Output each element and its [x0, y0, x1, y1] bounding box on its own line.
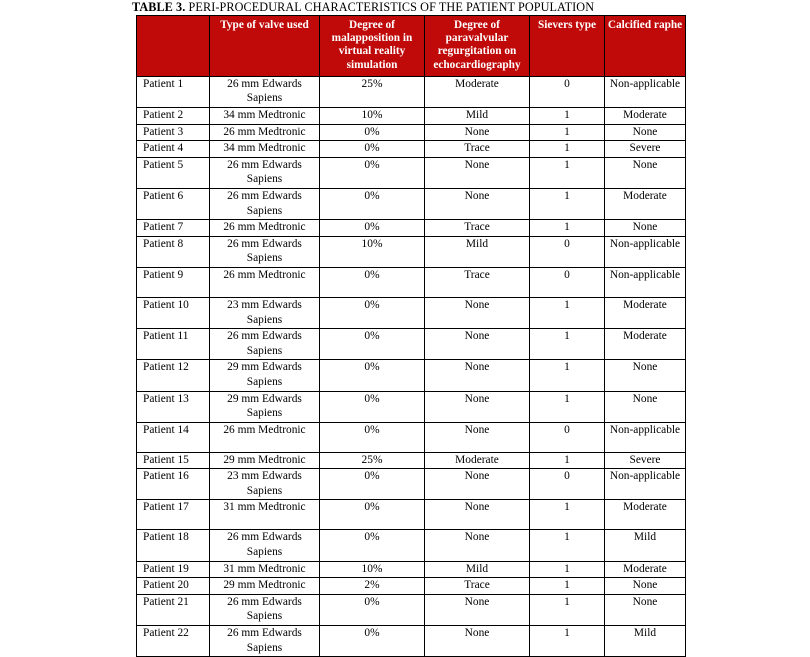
cell-malapposition: 2%: [320, 578, 425, 595]
cell-sievers-type: 1: [530, 329, 605, 360]
column-header-sievers-type: Sievers type: [530, 16, 605, 77]
cell-regurgitation: Trace: [425, 141, 530, 158]
cell-calcified-raphe: Severe: [605, 452, 686, 469]
cell-sievers-type: 1: [530, 108, 605, 125]
cell-patient: Patient 17: [137, 500, 210, 530]
cell-valve-type: 34 mm Medtronic: [210, 141, 320, 158]
cell-regurgitation: None: [425, 500, 530, 530]
cell-valve-type: 29 mm Medtronic: [210, 452, 320, 469]
cell-sievers-type: 1: [530, 500, 605, 530]
cell-patient: Patient 9: [137, 267, 210, 297]
cell-valve-type: 26 mm Edwards Sapiens: [210, 594, 320, 625]
cell-patient: Patient 7: [137, 220, 210, 237]
cell-regurgitation: None: [425, 297, 530, 328]
cell-regurgitation: Trace: [425, 578, 530, 595]
cell-malapposition: 10%: [320, 108, 425, 125]
cell-sievers-type: 1: [530, 578, 605, 595]
cell-calcified-raphe: Mild: [605, 530, 686, 561]
cell-patient: Patient 15: [137, 452, 210, 469]
cell-regurgitation: None: [425, 157, 530, 188]
cell-regurgitation: Moderate: [425, 452, 530, 469]
cell-calcified-raphe: None: [605, 220, 686, 237]
cell-patient: Patient 12: [137, 360, 210, 391]
table-row: [137, 469, 686, 500]
cell-calcified-raphe: Non-applicable: [605, 469, 686, 500]
cell-patient: Patient 21: [137, 594, 210, 625]
cell-regurgitation: None: [425, 188, 530, 219]
cell-regurgitation: Mild: [425, 108, 530, 125]
table-row: [137, 188, 686, 219]
cell-malapposition: 0%: [320, 141, 425, 158]
cell-malapposition: 0%: [320, 157, 425, 188]
table-row: [137, 561, 686, 578]
cell-valve-type: 23 mm Edwards Sapiens: [210, 297, 320, 328]
cell-regurgitation: None: [425, 124, 530, 141]
cell-calcified-raphe: Non-applicable: [605, 236, 686, 267]
cell-patient: Patient 22: [137, 626, 210, 657]
cell-malapposition: 10%: [320, 236, 425, 267]
table-row: [137, 500, 686, 530]
cell-valve-type: 26 mm Edwards Sapiens: [210, 329, 320, 360]
cell-valve-type: 29 mm Medtronic: [210, 578, 320, 595]
table-row: [137, 626, 686, 657]
cell-valve-type: 23 mm Edwards Sapiens: [210, 469, 320, 500]
cell-sievers-type: 1: [530, 530, 605, 561]
cell-patient: Patient 3: [137, 124, 210, 141]
peri-procedural-characteristics-table: [136, 15, 686, 657]
cell-sievers-type: 1: [530, 561, 605, 578]
cell-patient: Patient 1: [137, 76, 210, 107]
cell-malapposition: 0%: [320, 220, 425, 237]
column-header-regurgitation: Degree of paravalvular regurgitation on echocardiography: [425, 16, 530, 77]
cell-valve-type: 29 mm Edwards Sapiens: [210, 360, 320, 391]
cell-sievers-type: 1: [530, 626, 605, 657]
table-header-row: [137, 16, 686, 77]
cell-sievers-type: 1: [530, 360, 605, 391]
table-row: [137, 594, 686, 625]
cell-calcified-raphe: Moderate: [605, 561, 686, 578]
cell-calcified-raphe: Moderate: [605, 188, 686, 219]
table-row: [137, 329, 686, 360]
cell-malapposition: 0%: [320, 329, 425, 360]
table-row: [137, 297, 686, 328]
cell-calcified-raphe: Moderate: [605, 108, 686, 125]
table-caption-text: PERI-PROCEDURAL CHARACTERISTICS OF THE PATIENT POPULATION: [185, 0, 595, 14]
cell-patient: Patient 6: [137, 188, 210, 219]
cell-patient: Patient 5: [137, 157, 210, 188]
cell-malapposition: 0%: [320, 422, 425, 452]
table-row: [137, 124, 686, 141]
cell-valve-type: 31 mm Medtronic: [210, 500, 320, 530]
cell-valve-type: 31 mm Medtronic: [210, 561, 320, 578]
table-row: [137, 141, 686, 158]
cell-valve-type: 26 mm Edwards Sapiens: [210, 188, 320, 219]
cell-calcified-raphe: Moderate: [605, 329, 686, 360]
table-row: [137, 360, 686, 391]
cell-calcified-raphe: Moderate: [605, 297, 686, 328]
cell-regurgitation: Trace: [425, 220, 530, 237]
cell-sievers-type: 1: [530, 157, 605, 188]
cell-calcified-raphe: None: [605, 157, 686, 188]
table-row: [137, 452, 686, 469]
cell-sievers-type: 1: [530, 452, 605, 469]
cell-patient: Patient 8: [137, 236, 210, 267]
cell-valve-type: 26 mm Medtronic: [210, 124, 320, 141]
cell-sievers-type: 1: [530, 141, 605, 158]
table-row: [137, 422, 686, 452]
column-header-calcified-raphe: Calcified raphe: [605, 16, 686, 77]
table-row: [137, 157, 686, 188]
cell-malapposition: 0%: [320, 124, 425, 141]
cell-valve-type: 26 mm Edwards Sapiens: [210, 530, 320, 561]
cell-sievers-type: 0: [530, 76, 605, 107]
table-row: [137, 267, 686, 297]
cell-patient: Patient 4: [137, 141, 210, 158]
cell-patient: Patient 19: [137, 561, 210, 578]
cell-sievers-type: 0: [530, 469, 605, 500]
table-header: [137, 16, 686, 77]
column-header-patient: [137, 16, 210, 77]
cell-regurgitation: None: [425, 594, 530, 625]
cell-valve-type: 26 mm Medtronic: [210, 267, 320, 297]
cell-valve-type: 26 mm Edwards Sapiens: [210, 76, 320, 107]
cell-calcified-raphe: None: [605, 578, 686, 595]
cell-patient: Patient 20: [137, 578, 210, 595]
cell-sievers-type: 1: [530, 220, 605, 237]
cell-malapposition: 10%: [320, 561, 425, 578]
cell-calcified-raphe: None: [605, 391, 686, 422]
cell-sievers-type: 0: [530, 236, 605, 267]
cell-regurgitation: None: [425, 329, 530, 360]
cell-sievers-type: 1: [530, 594, 605, 625]
cell-malapposition: 0%: [320, 469, 425, 500]
cell-regurgitation: Moderate: [425, 76, 530, 107]
cell-malapposition: 0%: [320, 267, 425, 297]
table-row: [137, 236, 686, 267]
table-row: [137, 108, 686, 125]
cell-malapposition: 0%: [320, 500, 425, 530]
cell-sievers-type: 1: [530, 188, 605, 219]
cell-malapposition: 0%: [320, 530, 425, 561]
cell-calcified-raphe: None: [605, 360, 686, 391]
cell-calcified-raphe: Non-applicable: [605, 422, 686, 452]
cell-calcified-raphe: Non-applicable: [605, 76, 686, 107]
cell-valve-type: 26 mm Edwards Sapiens: [210, 157, 320, 188]
cell-regurgitation: Mild: [425, 561, 530, 578]
cell-sievers-type: 1: [530, 124, 605, 141]
cell-valve-type: 26 mm Medtronic: [210, 422, 320, 452]
cell-malapposition: 0%: [320, 594, 425, 625]
cell-regurgitation: None: [425, 530, 530, 561]
cell-malapposition: 25%: [320, 452, 425, 469]
cell-calcified-raphe: Severe: [605, 141, 686, 158]
cell-calcified-raphe: Non-applicable: [605, 267, 686, 297]
cell-regurgitation: Mild: [425, 236, 530, 267]
cell-malapposition: 0%: [320, 188, 425, 219]
cell-patient: Patient 13: [137, 391, 210, 422]
cell-valve-type: 26 mm Edwards Sapiens: [210, 626, 320, 657]
cell-sievers-type: 0: [530, 267, 605, 297]
cell-patient: Patient 10: [137, 297, 210, 328]
cell-sievers-type: 1: [530, 297, 605, 328]
cell-malapposition: 0%: [320, 297, 425, 328]
cell-malapposition: 0%: [320, 626, 425, 657]
cell-valve-type: 29 mm Edwards Sapiens: [210, 391, 320, 422]
cell-valve-type: 26 mm Medtronic: [210, 220, 320, 237]
cell-regurgitation: None: [425, 626, 530, 657]
cell-regurgitation: Trace: [425, 267, 530, 297]
cell-calcified-raphe: Moderate: [605, 500, 686, 530]
cell-malapposition: 0%: [320, 360, 425, 391]
table-caption: [132, 0, 692, 14]
cell-calcified-raphe: None: [605, 594, 686, 625]
cell-patient: Patient 11: [137, 329, 210, 360]
cell-regurgitation: None: [425, 360, 530, 391]
cell-sievers-type: 1: [530, 391, 605, 422]
cell-patient: Patient 16: [137, 469, 210, 500]
table-row: [137, 391, 686, 422]
cell-patient: Patient 2: [137, 108, 210, 125]
column-header-valve-type: Type of valve used: [210, 16, 320, 77]
table-caption-number: TABLE 3.: [132, 0, 186, 14]
cell-malapposition: 0%: [320, 391, 425, 422]
cell-patient: Patient 14: [137, 422, 210, 452]
cell-regurgitation: None: [425, 391, 530, 422]
cell-regurgitation: None: [425, 469, 530, 500]
table-row: [137, 530, 686, 561]
cell-sievers-type: 0: [530, 422, 605, 452]
table-row: [137, 76, 686, 107]
cell-regurgitation: None: [425, 422, 530, 452]
cell-calcified-raphe: Mild: [605, 626, 686, 657]
cell-patient: Patient 18: [137, 530, 210, 561]
cell-calcified-raphe: None: [605, 124, 686, 141]
cell-malapposition: 25%: [320, 76, 425, 107]
table-body: [137, 76, 686, 656]
table-row: [137, 578, 686, 595]
cell-valve-type: 34 mm Medtronic: [210, 108, 320, 125]
column-header-malapposition: Degree of malapposition in virtual reality simulation: [320, 16, 425, 77]
table-row: [137, 220, 686, 237]
cell-valve-type: 26 mm Edwards Sapiens: [210, 236, 320, 267]
